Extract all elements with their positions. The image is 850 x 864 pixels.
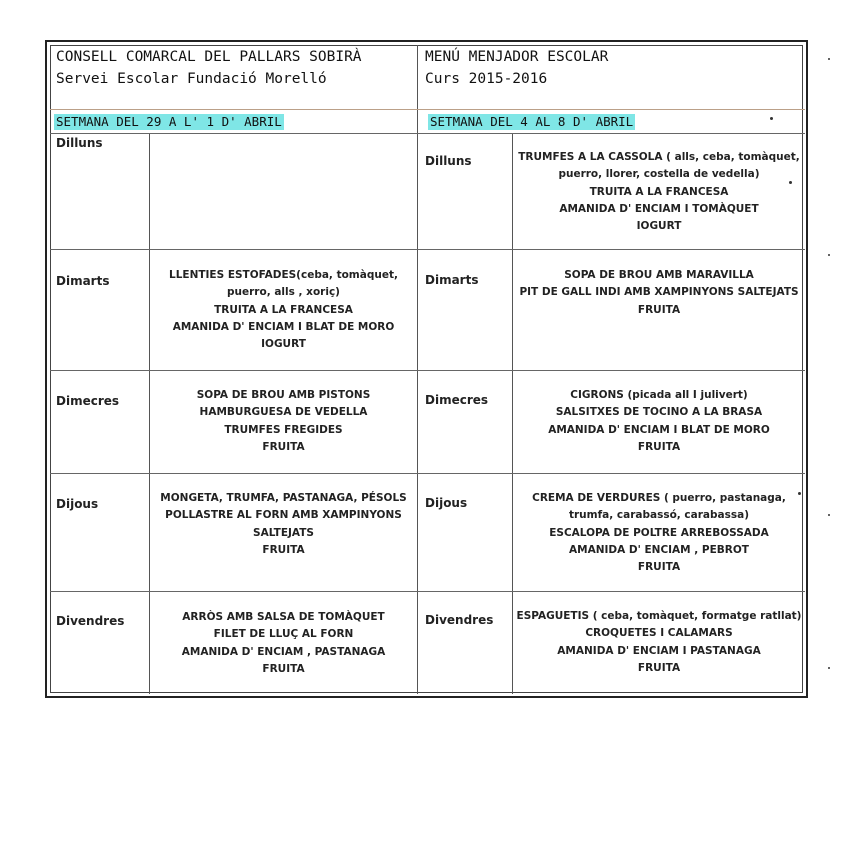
menu-line: IOGURT xyxy=(636,220,682,233)
week2-day-monday: Dilluns xyxy=(425,154,472,168)
menu-line: SOPA DE BROU AMB PISTONS xyxy=(196,389,371,401)
menu-line: AMANIDA D' ENCIAM I BLAT DE MORO xyxy=(548,423,770,436)
menu-line: SOPA DE BROU AMB MARAVILLA xyxy=(564,269,754,281)
week1-day-wednesday: Dimecres xyxy=(56,394,120,408)
week2-day-wednesday: Dimecres xyxy=(425,393,489,407)
menu-line: AMANIDA D' ENCIAM I TOMÀQUET xyxy=(559,202,759,215)
school-year: Curs 2015-2016 xyxy=(425,71,548,87)
menu-line: TRUMFES A LA CASSOLA ( alls, ceba, tomàquet, xyxy=(518,151,800,163)
week2-menu-friday xyxy=(513,608,805,677)
menu-line: ESPAGUETIS ( ceba, tomàquet, formatge ratllat) xyxy=(516,610,802,622)
week2-menu-thursday xyxy=(513,490,805,576)
scan-speck xyxy=(770,117,773,120)
menu-line: CIGRONS (picada all I julivert) xyxy=(570,389,748,401)
scan-speck xyxy=(828,514,830,516)
menu-line: SALSITXES DE TOCINO A LA BRASA xyxy=(555,406,763,419)
menu-line: FRUITA xyxy=(262,543,305,556)
menu-line: AMANIDA D' ENCIAM I PASTANAGA xyxy=(557,644,761,657)
menu-line: FRUITA xyxy=(637,561,681,574)
menu-line: MONGETA, TRUMFA, PASTANAGA, PÉSOLS xyxy=(160,492,407,504)
menu-line: PIT DE GALL INDI AMB XAMPINYONS SALTEJATS xyxy=(519,286,799,299)
menu-line: FRUITA xyxy=(262,440,305,453)
row-divider-1 xyxy=(50,249,805,250)
menu-line: AMANIDA D' ENCIAM , PASTANAGA xyxy=(181,645,386,658)
service-name: Servei Escolar Fundació Morelló xyxy=(56,71,327,87)
week2-menu-wednesday xyxy=(513,387,805,456)
week1-menu-tuesday xyxy=(150,267,417,353)
menu-line: IOGURT xyxy=(261,338,306,351)
menu-line: AMANIDA D' ENCIAM I BLAT DE MORO xyxy=(172,320,395,333)
week2-day-friday: Divendres xyxy=(425,613,494,627)
row-divider-3 xyxy=(50,473,805,474)
menu-line: POLLASTRE AL FORN AMB XAMPINYONS xyxy=(165,509,402,522)
menu-line: ESCALOPA DE POLTRE ARREBOSSADA xyxy=(549,526,769,539)
week2-title: SETMANA DEL 4 AL 8 D' ABRIL xyxy=(430,114,634,129)
menu-line: SALTEJATS xyxy=(253,526,314,539)
scan-speck xyxy=(798,492,801,495)
week1-title: SETMANA DEL 29 A L' 1 D' ABRIL xyxy=(56,114,282,129)
menu-line: AMANIDA D' ENCIAM , PEBROT xyxy=(569,543,749,556)
menu-line: TRUITA A LA FRANCESA xyxy=(214,303,353,316)
week1-menu-wednesday xyxy=(150,387,417,456)
header-divider xyxy=(50,109,805,110)
menu-line: TRUMFES FREGIDES xyxy=(224,423,343,436)
document-inner-border xyxy=(50,45,803,693)
week2-menu-monday xyxy=(513,149,805,235)
week1-day-friday: Divendres xyxy=(56,614,125,628)
menu-line: HAMBURGUESA DE VEDELLA xyxy=(199,406,368,419)
scan-speck xyxy=(789,181,792,184)
menu-document xyxy=(45,40,808,698)
week2-day-thursday: Dijous xyxy=(425,496,468,510)
scan-speck xyxy=(828,58,830,60)
menu-title: MENÚ MENJADOR ESCOLAR xyxy=(425,49,609,65)
week1-day-tuesday: Dimarts xyxy=(56,274,110,288)
week2-day-tuesday: Dimarts xyxy=(425,273,479,287)
scan-speck xyxy=(828,667,830,669)
menu-line: FRUITA xyxy=(637,440,681,453)
row-divider-4 xyxy=(50,591,805,592)
menu-line: puerro, alls , xoriç) xyxy=(227,286,340,299)
menu-line: FRUITA xyxy=(262,662,305,675)
menu-line: ARRÒS AMB SALSA DE TOMÀQUET xyxy=(182,611,385,623)
week2-menu-tuesday xyxy=(513,267,805,319)
menu-line: CROQUETES I CALAMARS xyxy=(585,627,733,640)
week1-day-thursday: Dijous xyxy=(56,497,99,511)
scan-speck xyxy=(828,254,830,256)
week-title-divider xyxy=(50,133,805,134)
menu-line: FRUITA xyxy=(637,661,681,674)
week1-menu-thursday xyxy=(150,490,417,559)
menu-line: puerro, llorer, costella de vedella) xyxy=(558,168,760,181)
org-name: CONSELL COMARCAL DEL PALLARS SOBIRÀ xyxy=(56,49,362,65)
menu-line: trumfa, carabassó, carabassa) xyxy=(568,509,749,522)
menu-line: FILET DE LLUÇ AL FORN xyxy=(213,628,354,641)
week1-day-monday: Dilluns xyxy=(56,136,103,150)
week1-menu-friday xyxy=(150,609,417,678)
menu-line: LLENTIES ESTOFADES(ceba, tomàquet, xyxy=(169,269,398,281)
row-divider-2 xyxy=(50,370,805,371)
menu-line: TRUITA A LA FRANCESA xyxy=(589,185,729,198)
menu-line: FRUITA xyxy=(637,303,681,316)
menu-line: CREMA DE VERDURES ( puerro, pastanaga, xyxy=(532,492,786,504)
